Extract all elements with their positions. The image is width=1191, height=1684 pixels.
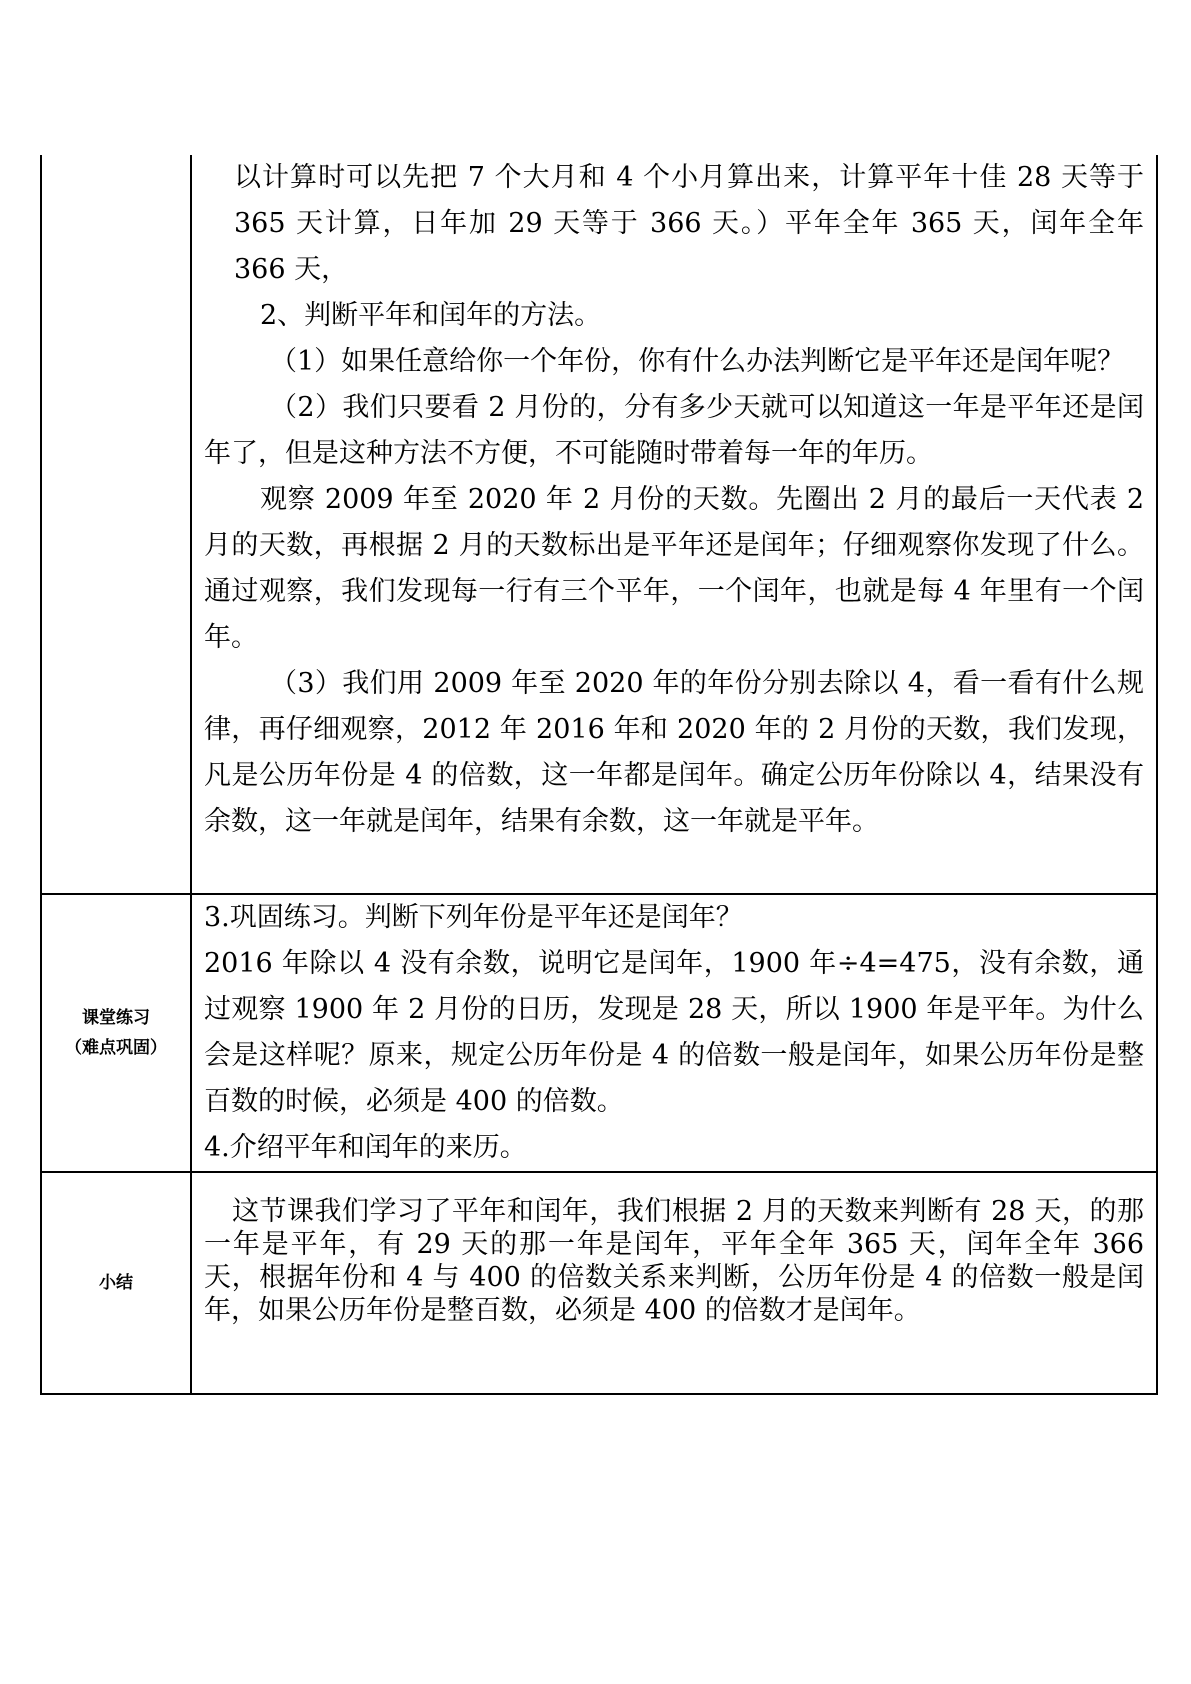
method-content-cell — [191, 155, 1157, 894]
table-row-summary — [41, 1172, 1157, 1394]
paragraph-method-heading: 2、判断平年和闰年的方法。 — [260, 300, 602, 331]
practice-label-line-1: 课堂练习 — [82, 1008, 150, 1028]
row-label-practice — [41, 894, 191, 1172]
practice-label-line-2: （难点巩固） — [65, 1038, 167, 1058]
table-row-practice — [41, 894, 1157, 1172]
practice-content-cell — [191, 894, 1157, 1172]
summary-label: 小结 — [99, 1273, 133, 1293]
table-row-method — [41, 155, 1157, 894]
summary-content-cell — [191, 1172, 1157, 1394]
paragraph-days-calculation: 以计算时可以先把 7 个大月和 4 个小月算出来，计算平年十佳 28 天等于 365 天计算，日年加 29 天等于 366 天。）平年全年 365 天，闰年全年 366 天， — [234, 162, 1144, 285]
paragraph-practice-heading: 3.巩固练习。判断下列年份是平年还是闰年？ — [204, 902, 743, 933]
paragraph-question-3: （3）我们用 2009 年至 2020 年的年份分别去除以 4，看一看有什么规律，再仔细观察，2012 年 2016 年和 2020 年的 2 月份的天数，我们发现，凡是公历年份是 4 的倍数，这一年都是闰年。确定公历年份除以 4，结果没有余数，这一年就是闰年，结果有余数，这一年就是平年。 — [204, 668, 1144, 837]
paragraph-history: 4.介绍平年和闰年的来历。 — [204, 1132, 527, 1163]
paragraph-summary: 这节课我们学习了平年和闰年，我们根据 2 月的天数来判断有 28 天，的那一年是平年，有 29 天的那一年是闰年，平年全年 365 天，闰年全年 366 天，根据年份和 4 与 400 的倍数关系来判断，公历年份是 4 的倍数一般是闰年，如果公历年份是整百数，必须是 400 的倍数才是闰年。 — [204, 1196, 1144, 1326]
paragraph-observation: 观察 2009 年至 2020 年 2 月份的天数。先圈出 2 月的最后一天代表 2 月的天数，再根据 2 月的天数标出是平年还是闰年；仔细观察你发现了什么。通过观察，我们发现每一行有三个平年，一个闰年，也就是每 4 年里有一个闰年。 — [204, 484, 1144, 653]
paragraph-practice-body: 2016 年除以 4 没有余数，说明它是闰年，1900 年÷4=475，没有余数，通过观察 1900 年 2 月份的日历，发现是 28 天，所以 1900 年是平年。为什么会是这样呢？原来，规定公历年份是 4 的倍数一般是闰年，如果公历年份是整百数的时候，必须是 400 的倍数。 — [204, 948, 1144, 1117]
paragraph-question-1: （1）如果任意给你一个年份，你有什么办法判断它是平年还是闰年呢？ — [270, 346, 1125, 377]
row-label-empty — [41, 155, 191, 894]
lesson-plan-table — [40, 155, 1158, 1395]
paragraph-question-2: （2）我们只要看 2 月份的，分有多少天就可以知道这一年是平年还是闰年了，但是这种方法不方便，不可能随时带着每一年的年历。 — [204, 392, 1144, 469]
row-label-summary — [41, 1172, 191, 1394]
